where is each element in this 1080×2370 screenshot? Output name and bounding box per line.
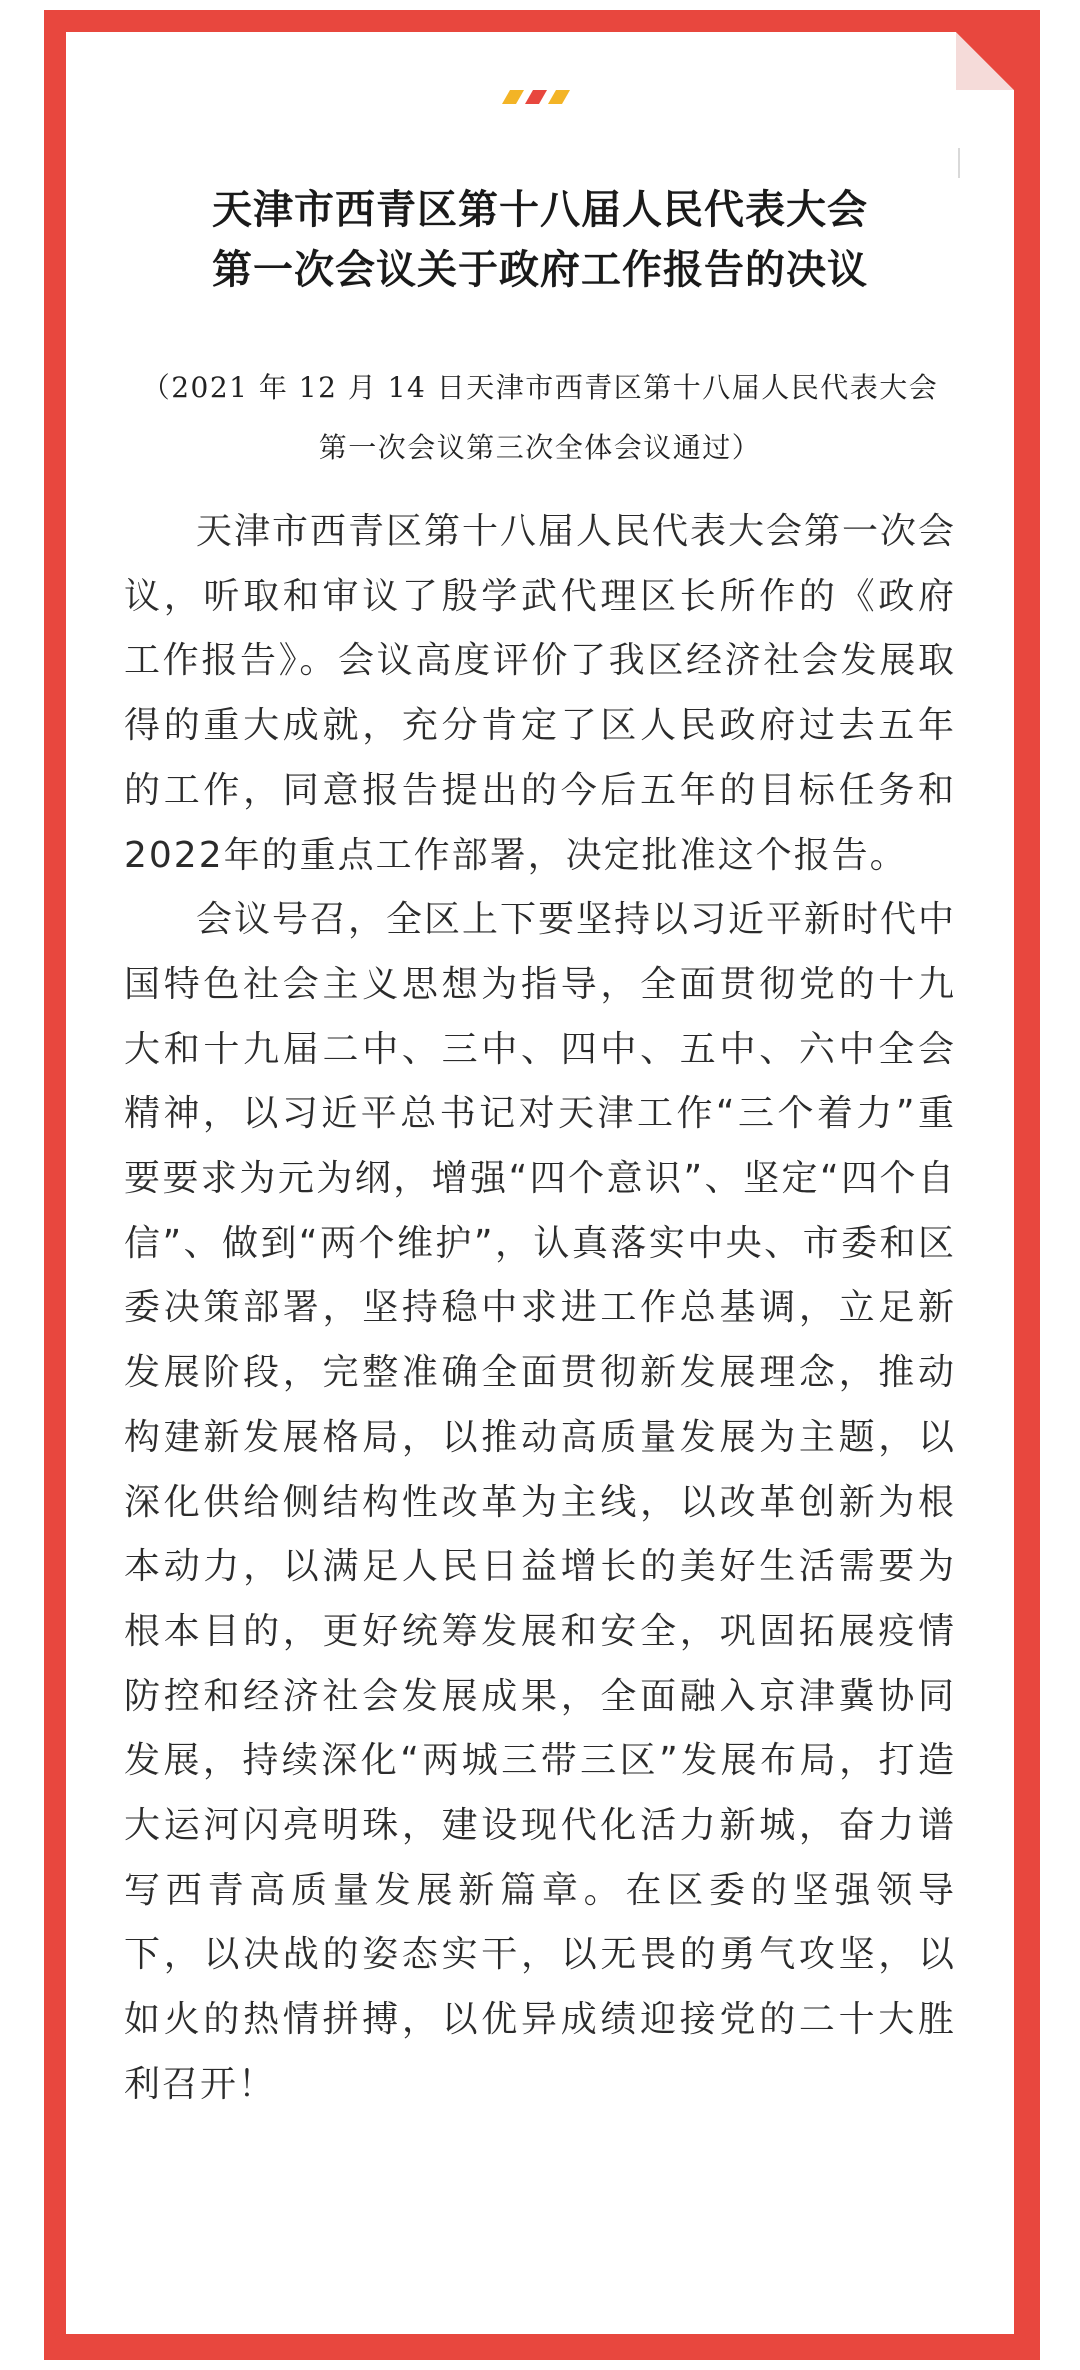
- margin-tick-mark: [958, 148, 960, 178]
- body-paragraph: 天津市西青区第十八届人民代表大会第一次会议，听取和审议了殷学武代理区长所作的《政府工作报告》。会议高度评价了我区经济社会发展取得的重大成就，充分肯定了区人民政府过去五年的工作，同意报告提出的今后五年的目标任务和2022年的重点工作部署，决定批准这个报告。: [124, 511, 957, 876]
- stripe-ornament-icon: [502, 90, 578, 104]
- title-line-1: 天津市西青区第十八届人民代表大会: [212, 187, 868, 233]
- subtitle-line-1: （2021 年 12 月 14 日天津市西青区第十八届人民代表大会: [141, 371, 939, 404]
- title-line-2: 第一次会议关于政府工作报告的决议: [212, 247, 868, 293]
- folded-corner-decoration: [956, 32, 1014, 90]
- document-body: [124, 500, 956, 2118]
- document-title: [66, 180, 1014, 300]
- subtitle-line-2: 第一次会议第三次全体会议通过）: [318, 431, 762, 464]
- body-paragraph: 会议号召，全区上下要坚持以习近平新时代中国特色社会主义思想为指导，全面贯彻党的十九大和十九届二中、三中、四中、五中、六中全会精神，以习近平总书记对天津工作“三个着力”重要要求为元为纲，增强“四个意识”、坚定“四个自信”、做到“两个维护”，认真落实中央、市委和区委决策部署，坚持稳中求进工作总基调，立足新发展阶段，完整准确全面贯彻新发展理念，推动构建新发展格局，以推动高质量发展为主题，以深化供给侧结构性改革为主线，以改革创新为根本动力，以满足人民日益增长的美好生活需要为根本目的，更好统筹发展和安全，巩固拓展疫情防控和经济社会发展成果，全面融入京津冀协同发展，持续深化“两城三带三区”发展布局，打造大运河闪亮明珠，建设现代化活力新城，奋力谱写西青高质量发展新篇章。在区委的坚强领导下，以决战的姿态实干，以无畏的勇气攻坚，以如火的热情拼搏，以优异成绩迎接党的二十大胜利召开！: [124, 899, 957, 2105]
- document-subtitle: [66, 358, 1014, 478]
